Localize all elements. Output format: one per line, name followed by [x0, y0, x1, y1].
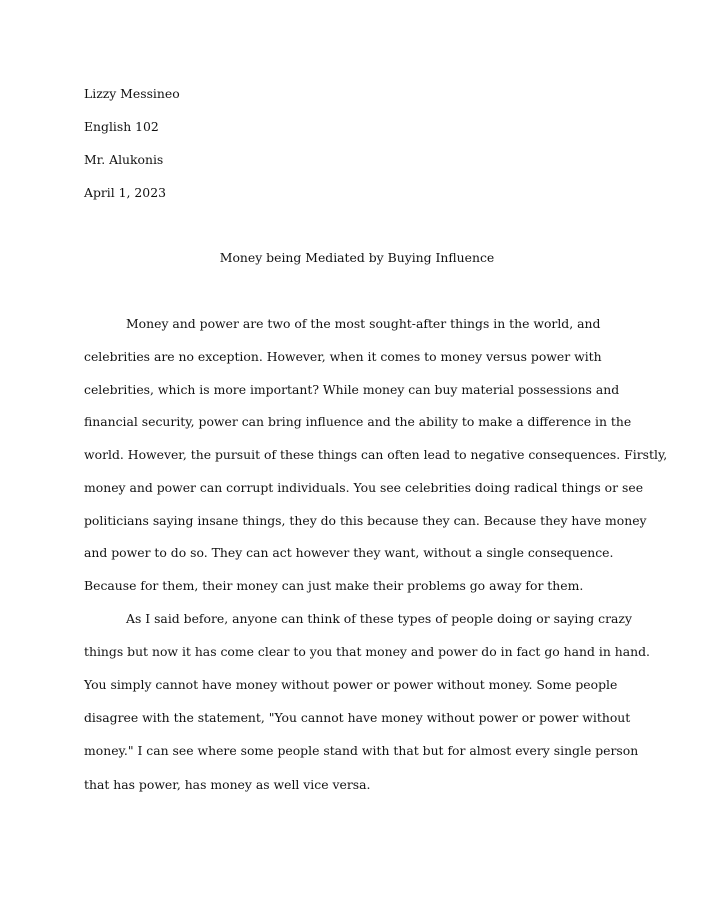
author-name: Lizzy Messineo: [84, 86, 180, 101]
paragraph-1-line: Money and power are two of the most sought-after things in the world, and: [126, 316, 601, 331]
date: April 1, 2023: [84, 185, 166, 200]
paragraph-1-line: and power to do so. They can act however they want, without a single consequence.: [84, 545, 614, 560]
paragraph-1-line: Because for them, their money can just make their problems go away for them.: [84, 578, 584, 593]
essay-title: Money being Mediated by Buying Influence: [219, 250, 495, 265]
paragraph-1-line: financial security, power can bring influence and the ability to make a difference in the: [84, 414, 632, 429]
instructor-name: Mr. Alukonis: [84, 152, 164, 167]
paragraph-2-line: You simply cannot have money without power or power without money. Some people: [84, 677, 618, 692]
course-name: English 102: [84, 119, 159, 134]
paragraph-2-line: money." I can see where some people stand with that but for almost every single person: [84, 743, 639, 758]
paragraph-1-line: celebrities are no exception. However, when it comes to money versus power with: [84, 349, 602, 364]
paragraph-2-line: As I said before, anyone can think of these types of people doing or saying crazy: [126, 611, 632, 626]
paragraph-1-line: politicians saying insane things, they do this because they can. Because they have money: [84, 513, 647, 528]
paragraph-2-line: that has power, has money as well vice versa.: [84, 777, 371, 792]
paragraph-1-line: world. However, the pursuit of these things can often lead to negative consequences. Firstly,: [84, 447, 668, 462]
paragraph-2-line: things but now it has come clear to you that money and power do in fact go hand in hand.: [84, 644, 650, 659]
paragraph-1-line: celebrities, which is more important? While money can buy material possessions and: [84, 382, 620, 397]
paragraph-2-line: disagree with the statement, "You cannot have money without power or power without: [84, 710, 631, 725]
paragraph-1-line: money and power can corrupt individuals. You see celebrities doing radical things or see: [84, 480, 644, 495]
